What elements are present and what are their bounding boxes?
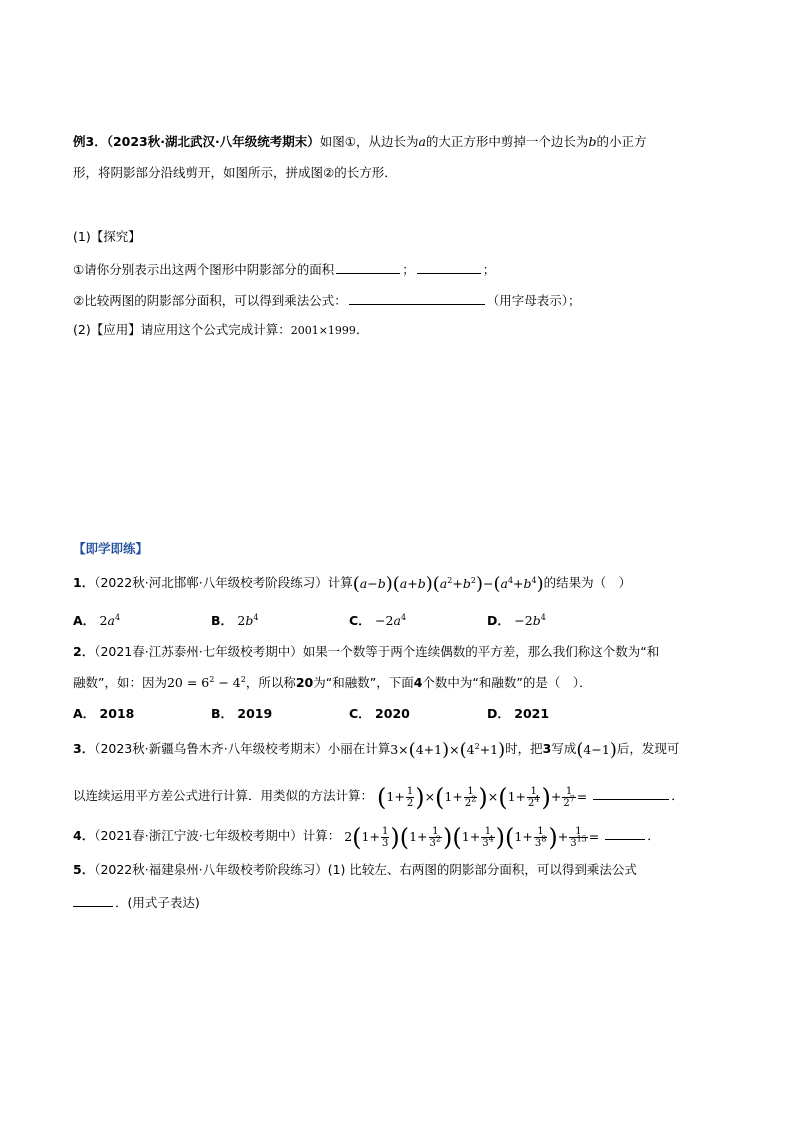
practice-q4 [73,822,660,851]
q1-source: （2022秋·河北邯郸·八年级校考阶段练习） [94,575,328,590]
q2-option-c[interactable] [349,705,410,723]
q4-number: 4． [73,828,95,843]
q2-expression: $20 = 6^2 - 4^2$ [166,674,246,690]
example-source: （2023秋·湖北武汉·八年级统考期末） [106,134,320,149]
option-value: 2020 [375,706,410,721]
option-label: D． [487,706,510,721]
q2-text: 融数”，如：因为 [73,675,167,690]
q3-text: 以连续运用平方差公式进行计算．用类似的方法计算： [73,788,374,803]
q2-text: 为“和融数”，下面 [313,675,414,690]
q3-number: 3． [73,741,95,756]
option-label: D． [487,613,510,628]
part2-title: (2)【应用】请应用这个公式完成计算： [73,322,291,337]
option-label: B． [211,706,234,721]
practice-q2-line2 [73,674,592,692]
practice-title: 【即学即练】 [73,541,149,556]
q1-end: 的结果为（ ） [543,575,632,590]
q2-number-4: 4 [413,675,423,690]
q1-option-c[interactable]: C． $-2a^4$ [349,612,407,628]
q5-text: ．(用式子表达) [115,895,200,910]
option-label: A． [73,706,96,721]
question-text: ①请你分别表示出这两个图形中阴影部分的面积 [73,262,335,277]
q1-option-b[interactable]: B． $2b^4$ [211,612,259,628]
part2 [73,321,368,340]
example-text: 的小正方 [596,134,647,149]
practice-q5-line2 [73,892,200,912]
example-line-1 [73,133,646,151]
q3-text: 后，发现可 [616,741,680,756]
q1-text: 计算 [327,575,353,590]
option-label: C． [349,613,371,628]
q3-expression-3: (1+ $\frac{1}{2}$ )×(1+ $\frac{1}{2^2}$ )×(1+ $\frac{1}{2^4}$ )+ $\frac{1}{2^7}$ = [377,783,592,811]
part1-title: (1)【探究】 [73,229,141,244]
answer-blank[interactable] [73,892,113,907]
q2-option-b[interactable] [211,705,272,723]
q3-number-3: 3 [542,741,552,756]
q1-number: 1． [73,575,95,590]
q4-source: （2021春·浙江宁波·七年级校考期中） [94,828,303,843]
option-label: A． [73,613,96,628]
separator: ； [482,262,496,277]
q2-text: ，所以称 [245,675,296,690]
practice-q1 [73,574,631,593]
example-text: 如图①，从边长为 [319,134,419,149]
q1-option-a[interactable]: A． $2a^4$ [73,612,121,628]
example-label: 例3． [73,134,107,149]
option-label: B． [211,613,234,628]
q3-source: （2023秋·新疆乌鲁木齐·八年级校考期末） [94,741,328,756]
period: ． [355,322,369,337]
q3-expression-1: $3\times(4+1)\times(4^2+1)$ [390,739,506,760]
practice-q3-line1 [73,740,679,759]
q2-number-20: 20 [295,675,314,690]
example-text: 的大正方形中剪掉一个边长为 [425,134,589,149]
question-2 [73,290,580,310]
q3-text: 小丽在计算 [327,741,391,756]
part2-expression: 2001×1999 [290,324,356,337]
question-1 [73,259,495,279]
option-value: 2018 [99,706,135,721]
q1-expression: $(a-b)(a+b)(a^2+b^2)-(a^4+b^4)$ [352,573,544,594]
period: ． [671,788,684,803]
q2-text: 个数中为“和融数”的是（ ）． [422,675,592,690]
period: ． [647,828,660,843]
q2-text: 如果一个数等于两个连续偶数的平方差，那么我们称这个数为“和 [302,644,660,659]
answer-blank[interactable] [593,785,669,800]
question-text: ②比较两图的阴影部分面积，可以得到乘法公式： [73,293,347,308]
q4-expression: 2(1+ $\frac{1}{3}$ )(1+ $\frac{1}{3^2}$ )(1+ $\frac{1}{3^4}$ )(1+ $\frac{1}{3^8}$ )+ $\frac{1}{3^{15}}$ = [344,823,604,851]
var-b: b [588,134,597,149]
option-value: 2019 [237,706,273,721]
q2-option-a[interactable] [73,705,134,723]
answer-blank[interactable] [349,290,485,305]
example-line-2: 形，将阴影部分沿线剪开，如图所示，拼成图②的长方形． [73,165,397,180]
q2-option-d[interactable] [487,705,549,723]
q1-option-d[interactable]: D． $-2b^4$ [487,612,546,628]
q2-source: （2021春·江苏泰州·七年级校考期中） [94,644,303,659]
option-value: 2021 [514,706,550,721]
practice-q3-line2 [73,782,684,811]
answer-blank[interactable] [417,259,481,274]
q3-text: 写成 [551,741,577,756]
answer-blank[interactable] [605,825,645,840]
practice-q5-line1 [73,861,637,879]
q3-expression-2: (4−1) [576,739,617,760]
q3-text: 时，把 [505,741,543,756]
var-a: a [418,134,426,149]
q5-text: (1) 比较左、右两图的阴影部分面积，可以得到乘法公式 [327,862,637,877]
q5-number: 5． [73,862,95,877]
question-suffix: （用字母表示）； [486,293,581,308]
q5-source: （2022秋·福建泉州·八年级校考阶段练习） [94,862,328,877]
practice-q2-line1 [73,643,659,661]
separator: ； [402,262,415,277]
option-label: C． [349,706,371,721]
answer-blank[interactable] [336,259,400,274]
q4-text: 计算： [302,828,341,843]
q2-number: 2． [73,644,95,659]
